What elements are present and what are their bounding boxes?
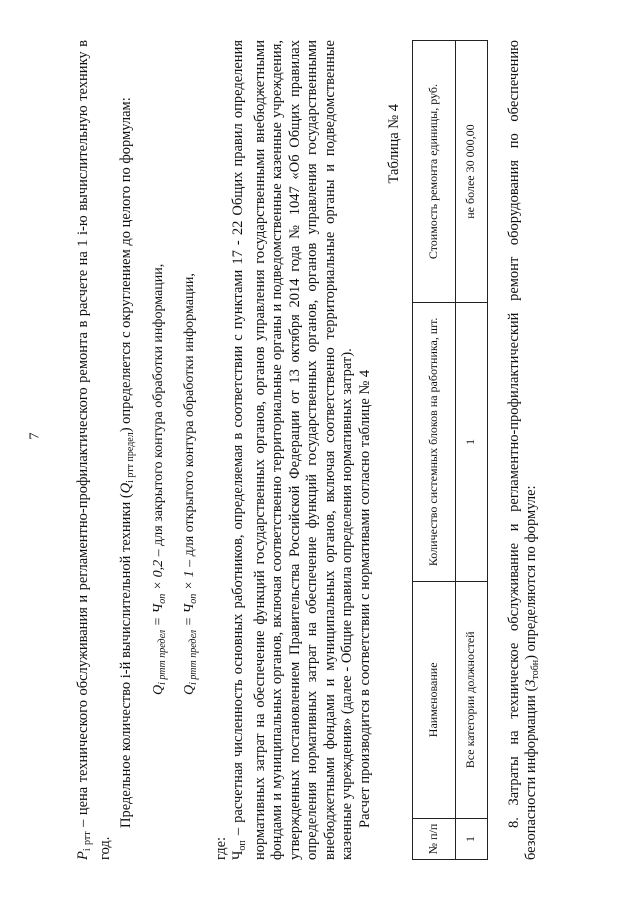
paragraph-max-quantity (118, 40, 140, 860)
section8-text-start: 8. Затраты на техническое обслуживание и регламентно-профилактический ремонт оборудования по обеспечению безопасности информации ( (505, 40, 539, 860)
formula1-lhs-subscript: i ртт предел (156, 629, 168, 685)
formula1-mult: × 0,2 (150, 559, 166, 594)
header-repair-cost: Стоимость ремонта единицы, руб. (412, 41, 455, 303)
price-subscript: i ртт (82, 831, 93, 852)
formula1-tail: – для закрытого контура обработки информации, (150, 263, 166, 560)
formula2-mult: × 1 (182, 570, 197, 594)
staff-subscript: оп (237, 840, 248, 851)
cell-name: Все категории должностей (455, 581, 487, 819)
staff-symbol: Ч (230, 850, 246, 860)
section8-symbol: З (523, 679, 539, 687)
formula-closed-contour (150, 40, 172, 860)
paragraph-section-8 (506, 40, 545, 860)
max-quantity-text-start: Предельное количество i-й вычислительной техники ( (118, 493, 134, 828)
price-symbol: P (75, 851, 91, 860)
norms-table (412, 40, 488, 860)
formula2-rhs-subscript: оп (188, 593, 199, 604)
paragraph-staff-definition (230, 40, 357, 860)
cell-number: 1 (455, 819, 487, 860)
paragraph-calculation: Расчет производится в соответствии с нормативами согласно таблице № 4 (356, 369, 373, 828)
header-name: Наименование (412, 581, 455, 819)
where-label: где: (212, 836, 229, 860)
max-quantity-subscript: i ртт предел (125, 432, 136, 483)
max-quantity-text-end: ) определяется с округлением до целого по формулам: (118, 97, 134, 433)
formula2-lhs: Q (182, 684, 197, 695)
cell-blocks: 1 (455, 303, 487, 581)
page-content (75, 40, 560, 860)
page-number: 7 (27, 432, 43, 440)
formula-open-contour (181, 40, 203, 860)
header-number: № п/п (412, 819, 455, 860)
price-definition-text: – цена технического обслуживания и регламентно-профилактического ремонта в расчете на 1 i-ю вычислительную технику в год. (75, 40, 113, 860)
formula1-eq: = Ч (150, 603, 166, 630)
staff-definition-text: – расчетная численность основных работников, определяемая в соответствии с пунктами 17 - 22 Общих правил определения нормативных затрат на обеспечение функций государственных органов, органов управления государственными внебюджетными фондами и муниципальных органов, включая соответственно территориальные органы и подведомственные казенные учреждения, утвержденных постановлением Правительства Российской Федерации от 13 октября 2014 года № 1047 «Об Общих правилах определения нормативных затрат на обеспечение функций государственных органов, органов управления государственными внебюджетными фондами и муниципальных органов, включая соответственно территориальные органы и подведомственные казенные учреждения» (далее - Общие правила определения нормативных затрат). (230, 40, 355, 860)
max-quantity-symbol: Q (118, 482, 134, 494)
formula1-lhs: Q (150, 684, 166, 695)
header-blocks-per-worker: Количество системных блоков на работника, шт. (412, 303, 455, 581)
paragraph-price-definition (75, 40, 114, 860)
formula2-eq: = Ч (182, 603, 197, 630)
table-caption: Таблица № 4 (386, 104, 402, 184)
formula2-lhs-subscript: i ртт предел (188, 629, 199, 685)
section8-subscript: тобн (530, 659, 541, 680)
cell-cost: не более 30 000,00 (455, 41, 487, 303)
formula2-tail: – для открытого контура обработки информации, (182, 273, 197, 571)
formula1-rhs-subscript: оп (156, 593, 168, 604)
table-header-row (412, 41, 455, 860)
table-row (455, 41, 487, 860)
section8-text-end: ) определяются по формуле: (523, 485, 539, 660)
